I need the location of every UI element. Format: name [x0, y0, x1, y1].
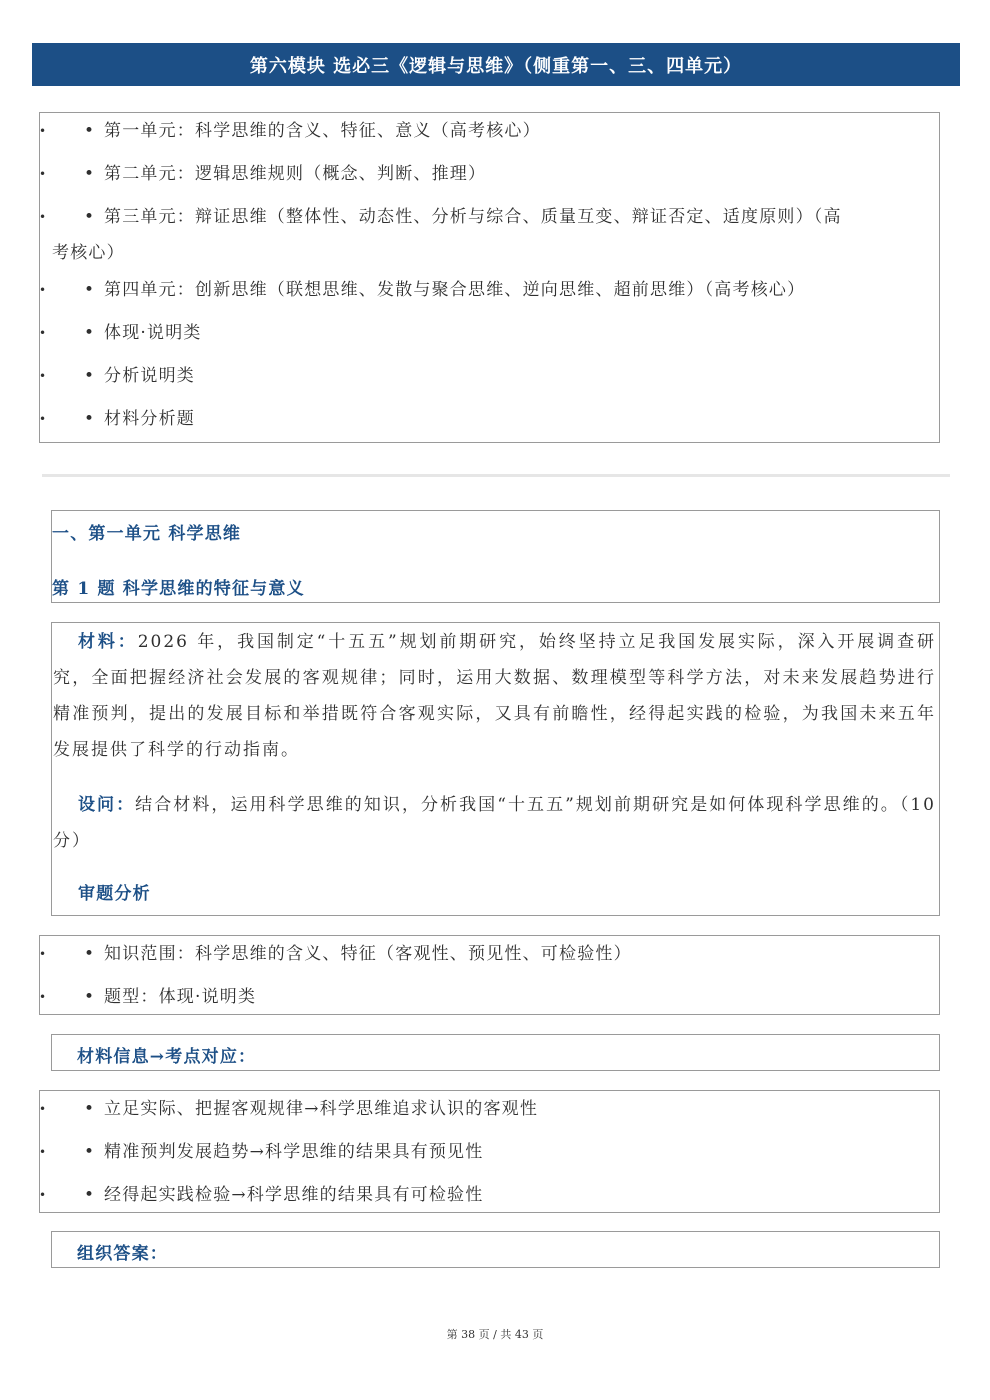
- bullet-icon: •: [39, 412, 48, 426]
- module-banner: 第六模块 选必三《逻辑与思维》（侧重第一、三、四单元）: [32, 43, 960, 86]
- bullet-icon: •: [84, 1099, 96, 1119]
- answer-heading: 组织答案：: [77, 1244, 168, 1264]
- question-paragraph: 设问：结合材料，运用科学思维的知识，分析我国“十五五”规划前期研究是如何体现科学思维的。（10 分）: [53, 795, 937, 851]
- bullet-icon: •: [84, 987, 96, 1007]
- bullet-icon: •: [84, 164, 96, 184]
- list-item: • • 第二单元：逻辑思维规则（概念、判断、推理）: [39, 164, 487, 184]
- bullet-icon: •: [39, 990, 48, 1004]
- list-item: • • 体现·说明类: [39, 323, 202, 343]
- list-item: • • 立足实际、把握客观规律→科学思维追求认识的客观性: [39, 1099, 539, 1119]
- bullet-icon: •: [84, 1142, 96, 1162]
- bullet-icon: •: [39, 1188, 48, 1202]
- material-label: 材料：: [78, 632, 138, 652]
- answer-heading-box: [51, 1231, 940, 1268]
- list-item: • • 精准预判发展趋势→科学思维的结果具有预见性: [39, 1142, 484, 1162]
- section-heading-box: [51, 510, 940, 603]
- bullet-icon: •: [39, 167, 48, 181]
- bullet-icon: •: [84, 1185, 96, 1205]
- bullet-icon: •: [39, 947, 48, 961]
- bullet-icon: •: [84, 280, 96, 300]
- bullet-icon: •: [39, 1145, 48, 1159]
- material-paragraph: 材料：2026 年，我国制定“十五五”规划前期研究，始终坚持立足我国发展实际，深入开展调查研究，全面把握经济社会发展的客观规律；同时，运用大数据、数理模型等科学方法，对未来发展趋势进行精准预判，提出的发展目标和举措既符合客观实际，又具有前瞻性，经得起实践的检验，为我国未来五年发展提供了科学的行动指南。: [53, 632, 936, 760]
- bullet-icon: •: [84, 323, 96, 343]
- question-heading: 第 1 题 科学思维的特征与意义: [52, 579, 305, 599]
- bullet-icon: •: [39, 124, 48, 138]
- bullet-icon: •: [39, 1102, 48, 1116]
- bullet-icon: •: [39, 210, 48, 224]
- ask-label: 设问：: [78, 795, 136, 815]
- bullet-icon: •: [84, 944, 96, 964]
- bullet-icon: •: [84, 366, 96, 386]
- analysis-heading: 审题分析: [78, 884, 151, 904]
- bullet-icon: •: [84, 207, 96, 227]
- mapping-list: [40, 1097, 939, 1207]
- bullet-icon: •: [39, 283, 48, 297]
- list-item: • • 经得起实践检验→科学思维的结果具有可检验性: [39, 1185, 484, 1205]
- list-item: • • 分析说明类: [39, 366, 195, 386]
- mapping-heading-box: [51, 1034, 940, 1071]
- list-item: • • 第四单元：创新思维（联想思维、发散与聚合思维、逆向思维、超前思维）（高考核心）: [39, 280, 806, 300]
- list-item: • • 材料分析题: [39, 409, 195, 429]
- list-item: • • 第一单元：科学思维的含义、特征、意义（高考核心）: [39, 121, 541, 141]
- bullet-icon: •: [84, 409, 96, 429]
- mapping-heading: 材料信息→考点对应：: [77, 1047, 257, 1067]
- page-number: 第 38 页 / 共 43 页: [446, 1328, 544, 1341]
- question-box: [51, 622, 940, 916]
- list-item: • • 知识范围：科学思维的含义、特征（客观性、预见性、可检验性）: [39, 944, 632, 964]
- bullet-icon: •: [39, 369, 48, 383]
- bullet-icon: •: [84, 121, 96, 141]
- list-item: • • 题型：体现·说明类: [39, 987, 257, 1007]
- analysis-list: [40, 942, 939, 1009]
- list-item: • • 第三单元：辩证思维（整体性、动态性、分析与综合、质量互变、辩证否定、适度原则）（高 考核心）: [40, 199, 939, 271]
- analysis-box: [39, 935, 940, 1015]
- overview-list: [40, 119, 939, 431]
- bullet-icon: •: [39, 326, 48, 340]
- overview-box: [39, 112, 940, 443]
- mapping-box: [39, 1090, 940, 1213]
- section-divider: [42, 474, 950, 477]
- unit-heading: 一、第一单元 科学思维: [52, 524, 242, 544]
